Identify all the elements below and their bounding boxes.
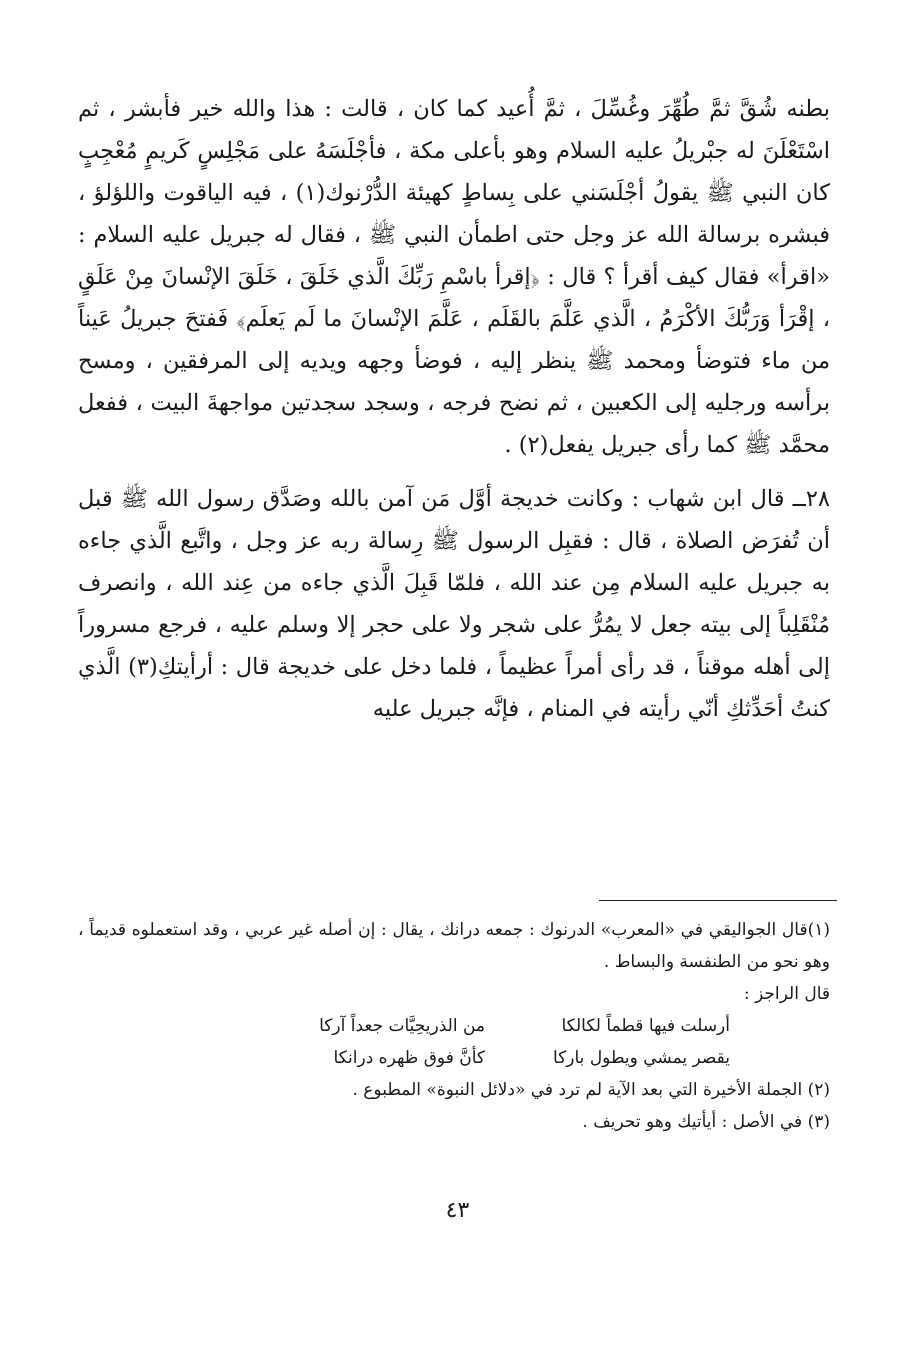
verse-second-hemistich: كأنَّ فوق ظهره درانكا — [333, 1048, 485, 1068]
verse-first-hemistich: أرسلت فيها قطماً لكالكا — [561, 1016, 730, 1036]
verse-second-hemistich: من الذريحِيَّات جعداً آركا — [319, 1016, 485, 1036]
footnote-1: (١)قال الجواليقي في «المعرب» الدرنوك : جمعه درانك ، يقال : إن أصله غير عربي ، وقد استعملوه قديماً ، وهو نحو من الطنفسة والبساط . — [78, 920, 830, 972]
paragraph-2: ٢٨ــ قال ابن شهاب : وكانت خديجة أوَّل مَن آمن بالله وصَدَّق رسول الله ﷺ قبل أن تُفرَض الصلاة ، قال : فقبِل الرسول ﷺ رِسالة ربه عز وجل ، واتَّبع الَّذي جاءه به جبريل عليه السلام مِن عند الله ، فلمّا قَبِلَ الَّذي جاءه من عِند الله ، وانصرف مُنْقَلِباً إلى بيته جعل لا يمُرُّ على شجر ولا على حجر إلا وسلم عليه ، فرجع مسروراً إلى أهله موقناً ، قد رأى أمراً عظيماً ، فلما دخل على خديجة قال : أرأيتكِ(٣) الَّذي كنتُ أحَدِّثكِ أنّي رأيته في المنام ، فإنَّه جبريل عليه — [78, 486, 830, 722]
verse-first-hemistich: يقصر يمشي ويطول باركا — [553, 1048, 730, 1068]
rajiz-label: قال الراجز : — [743, 984, 830, 1004]
footnote-separator — [599, 900, 837, 901]
footnote-3: (٣) في الأصل : أيأتيك وهو تحريف . — [582, 1112, 830, 1132]
footnotes — [78, 914, 830, 1138]
paragraph-1: بطنه شُقَّ ثمَّ طُهِّرَ وغُسِّلَ ، ثمَّ أُعيد كما كان ، قالت : هذا والله خير فأبشر ، ثم اسْتَعْلَنَ له جبْريلُ عليه السلام وهو بأعلى مكة ، فأجْلَسَهُ على مَجْلِسٍ كَريمٍ مُعْجِبٍ كان النبي ﷺ يقولُ أجْلَسَني على بِساطٍ كهيئة الدُّرْنوك(١) ، فيه الياقوت واللؤلؤ ، فبشره برسالة الله عز وجل حتى اطمأن النبي ﷺ ، فقال له جبريل عليه السلام : «اقرأ» فقال كيف أقرأ ؟ قال : ﴿إقرأ باسْمِ رَبِّكَ الَّذي خَلَقَ ، خَلَقَ الإنْسانَ مِنْ عَلَقٍ ، إقْرَأ وَرَبُّكَ الأكْرَمُ ، الَّذي عَلَّمَ بالقَلَم ، عَلَّمَ الإنْسانَ ما لَم يَعلَم﴾ فَفتحَ جبريلُ عَيناً من ماء فتوضأ ومحمد ﷺ ينظر إليه ، فوضأ وجهه ويديه إلى المرفقين ، ومسح برأسه ورجليه إلى الكعبين ، ثم نضح فرجه ، وسجد سجدتين مواجهةَ البيت ، ففعل محمَّد ﷺ كما رأى جبريل يفعل(٢) . — [78, 96, 830, 458]
main-text — [78, 88, 830, 730]
footnote-2: (٢) الجملة الأخيرة التي بعد الآية لم ترد في «دلائل النبوة» المطبوع . — [352, 1080, 830, 1100]
page-number: ٤٣ — [445, 1198, 470, 1223]
poem-verse — [78, 1010, 830, 1042]
poem-verse — [78, 1042, 830, 1074]
